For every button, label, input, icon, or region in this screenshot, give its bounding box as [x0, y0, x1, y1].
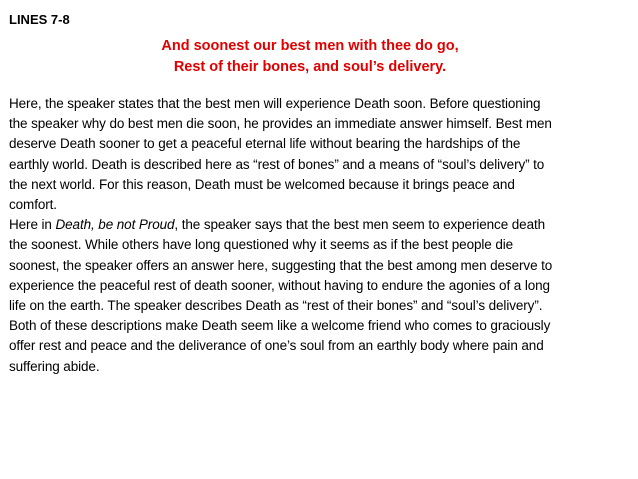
paragraph-1-line-1: Here, the speaker states that the best men will experience Death soon. Before questioning [9, 96, 541, 111]
paragraph-1-line-5: the next world. For this reason, Death must be welcomed because it brings peace and [9, 176, 515, 192]
paragraph-1-line-6: comfort. [9, 197, 57, 213]
body-text [9, 94, 629, 377]
paragraph-2-line-3: soonest, the speaker offers an answer here, suggesting that the best among men deserve to [9, 257, 553, 273]
paragraph-2-prefix: Here in [9, 217, 56, 233]
paragraph-2-line-8: suffering abide. [9, 358, 100, 374]
quote-line-2: Rest of their bones, and soul’s delivery. [173, 59, 447, 75]
paragraph-2-line-2: the soonest. While others have long questioned why it seems as if the best people die [9, 237, 514, 253]
paragraph-2-line-7: offer rest and peace and the deliverance of one’s soul from an earthly body where pain and [9, 338, 544, 354]
paragraph-1-line-3: deserve Death sooner to get a peaceful eternal life without bearing the hardships of the [9, 136, 521, 152]
paragraph-1-line-4: earthly world. Death is described here as “rest of bones” and a means of “soul’s delivery” to [9, 156, 545, 172]
paragraph-1-line-2: the speaker why do best men die soon, he provides an immediate answer himself. Best men [9, 116, 552, 132]
paragraph-2-line-4: experience the peaceful rest of death sooner, without having to endure the agonies of a long [9, 277, 550, 293]
paragraph-2-line-1 [9, 215, 629, 235]
poem-title: Death, be not Proud [55, 217, 175, 233]
paragraph-2-suffix: , the speaker says that the best men seem to experience death [174, 217, 546, 233]
quote-line-1: And soonest our best men with thee do go, [161, 38, 459, 54]
paragraph-2-line-5: life on the earth. The speaker describes Death as “rest of their bones” and “soul’s delivery”. [9, 298, 543, 314]
section-label: LINES 7-8 [9, 12, 70, 27]
paragraph-2-line-6: Both of these descriptions make Death seem like a welcome friend who comes to graciously [9, 318, 551, 334]
